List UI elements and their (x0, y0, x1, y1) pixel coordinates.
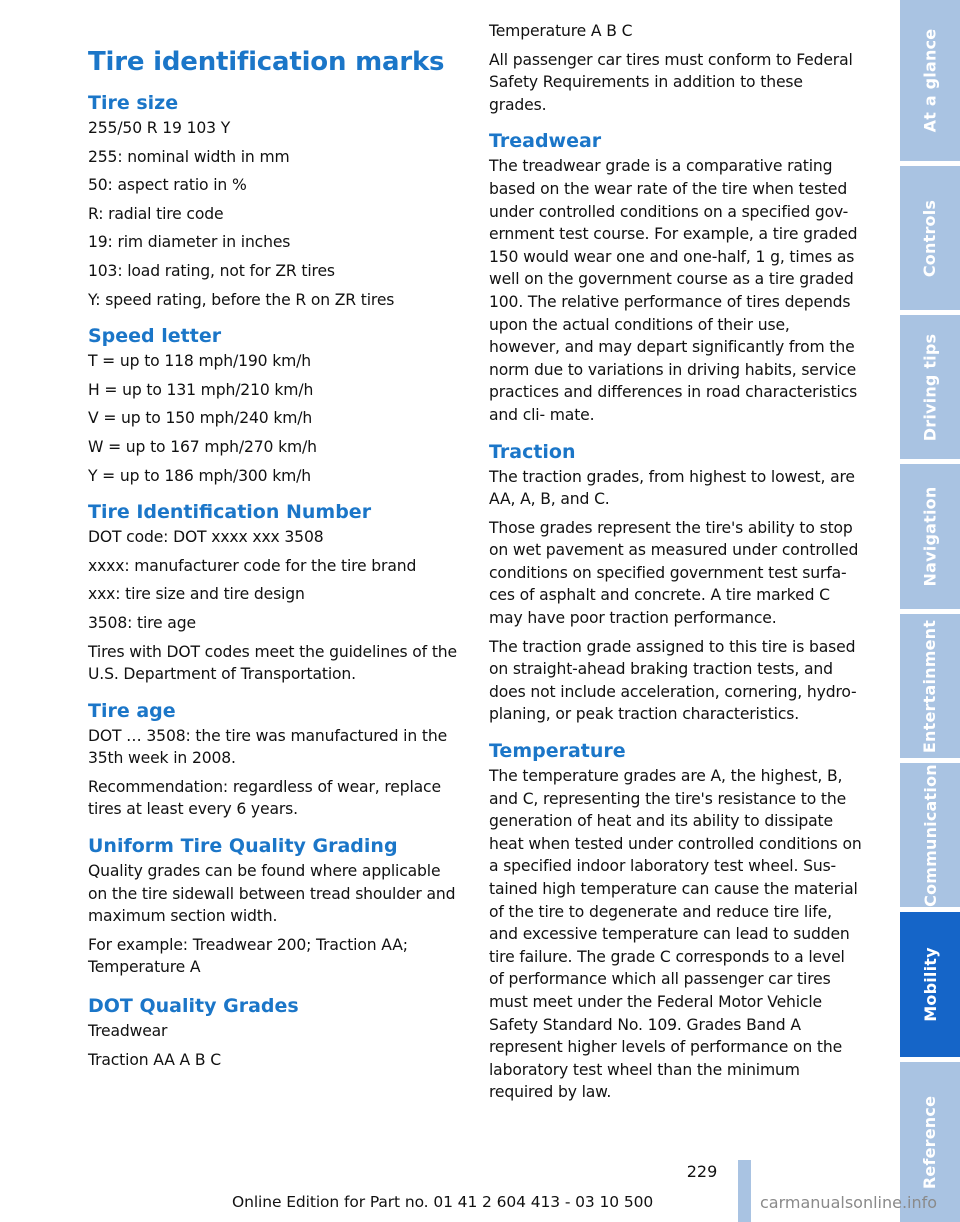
tab-controls[interactable] (900, 166, 960, 310)
tab-label: Navigation (920, 486, 940, 587)
page-title: Tire identification marks (88, 47, 445, 77)
tab-at-a-glance[interactable] (900, 0, 960, 161)
watermark: carmanualsonline.info (760, 1193, 938, 1212)
tab-entertainment[interactable] (900, 614, 960, 758)
tab-label: Mobility (920, 947, 940, 1022)
tab-mobility[interactable] (900, 912, 960, 1057)
tire-size-line: 19: rim diameter in inches (88, 233, 291, 252)
heading-tire-age: Tire age (88, 699, 176, 722)
intro-paragraph: All passenger car tires must conform to Federal Safety Requirements in addition to these grades. (489, 50, 853, 114)
tab-navigation[interactable] (900, 464, 960, 609)
dot-grades-line: Treadwear (88, 1022, 168, 1041)
dot-grades-line: Traction AA A B C (88, 1050, 221, 1069)
tire-age-paragraph: Recommendation: regardless of wear, replace tires at least every 6 years. (88, 777, 441, 819)
tin-line: Tires with DOT codes meet the guidelines of the U.S. Department of Transportation. (88, 642, 457, 684)
tire-size-line: R: radial tire code (88, 204, 224, 223)
heading-temperature: Temperature (489, 740, 626, 763)
tin-line: 3508: tire age (88, 613, 196, 632)
speed-letter-line: T = up to 118 mph/190 km/h (88, 352, 311, 371)
tab-communication[interactable] (900, 763, 960, 907)
tab-label: Reference (920, 1095, 940, 1189)
heading-treadwear: Treadwear (489, 130, 602, 153)
tire-size-line: Y: speed rating, before the R on ZR tires (88, 290, 395, 309)
speed-letter-line: Y = up to 186 mph/300 km/h (88, 466, 311, 485)
tire-size-line: 103: load rating, not for ZR tires (88, 261, 335, 280)
tire-age-paragraph: DOT … 3508: the tire was manufactured in the 35th week in 2008. (88, 726, 448, 768)
speed-letter-line: H = up to 131 mph/210 km/h (88, 380, 314, 399)
traction-paragraph: The traction grades, from highest to lowest, are AA, A, B, and C. (489, 467, 855, 509)
right-column (489, 20, 864, 1110)
tab-label: Entertainment (920, 619, 940, 753)
tab-label: At a glance (920, 28, 940, 133)
tire-size-line: 50: aspect ratio in % (88, 176, 247, 195)
left-column (88, 44, 464, 1077)
utqg-paragraph: Quality grades can be found where applicable on the tire sidewall between tread shoulder and maximum section width. (88, 862, 456, 926)
tire-size-line: 255: nominal width in mm (88, 147, 290, 166)
heading-dot-quality-grades: DOT Quality Grades (88, 995, 299, 1018)
section-tabs (900, 0, 960, 1222)
tin-line: xxx: tire size and tire design (88, 585, 305, 604)
heading-tire-size: Tire size (88, 92, 179, 114)
tab-label: Communication (920, 763, 940, 907)
tin-line: xxxx: manufacturer code for the tire brand (88, 556, 417, 575)
footer-edition: Online Edition for Part no. 01 41 2 604 413 - 03 10 500 (232, 1193, 654, 1211)
heading-speed-letter: Speed letter (88, 325, 222, 348)
heading-tire-identification-number: Tire Identification Number (88, 501, 372, 524)
utqg-paragraph: For example: Treadwear 200; Traction AA; Temperature A (88, 935, 408, 977)
tire-size-line: 255/50 R 19 103 Y (88, 119, 231, 137)
tab-label: Controls (920, 199, 940, 277)
treadwear-paragraph: The treadwear grade is a comparative rating based on the wear rate of the tire when tested under controlled conditions on a specified gov- ernment test course. For example, a tire graded 150 would wear one and one-half, 1 g, times as well on the government course as a tire graded 100. The relative performance of tires depends upon the actual conditions of their use, however, and may depart significantly from the norm due to variations in driving habits, service practices and differences in road characteristics and cli- mate. (489, 157, 858, 424)
page-number: 229 (686, 1162, 718, 1181)
tab-driving-tips[interactable] (900, 315, 960, 459)
heading-traction: Traction (489, 440, 576, 463)
traction-paragraph: The traction grade assigned to this tire is based on straight-ahead braking traction tests, and does not include acceleration, cornering, hydro- planing, or peak traction characteristics. (489, 637, 857, 724)
heading-utqg: Uniform Tire Quality Grading (88, 835, 398, 858)
speed-letter-line: W = up to 167 mph/270 km/h (88, 437, 317, 456)
speed-letter-line: V = up to 150 mph/240 km/h (88, 409, 313, 428)
page-marker-bar (738, 1160, 751, 1222)
intro-line: Temperature A B C (489, 22, 633, 40)
tin-line: DOT code: DOT xxxx xxx 3508 (88, 528, 324, 547)
traction-paragraph: Those grades represent the tire's ability to stop on wet pavement as measured under controlled conditions on specified government test surfa- ces of asphalt and concrete. A tire marked C may have poor traction performance. (489, 518, 859, 628)
tab-label: Driving tips (920, 333, 940, 441)
temperature-paragraph: The temperature grades are A, the highest, B, and C, representing the tire's resistance to the generation of heat and its ability to dissipate heat when tested under controlled conditions on a specified indoor laboratory test wheel. Sus- tained high temperature can cause the material of the tire to degenerate and reduce tire life, and excessive temperature can lead to sudden tire failure. The grade C corresponds to a level of performance which all passenger car tires must meet under the Federal Motor Vehicle Safety Standard No. 109. Grades Band A represent higher levels of performance on the laboratory test wheel than the minimum required by law. (489, 767, 862, 1102)
